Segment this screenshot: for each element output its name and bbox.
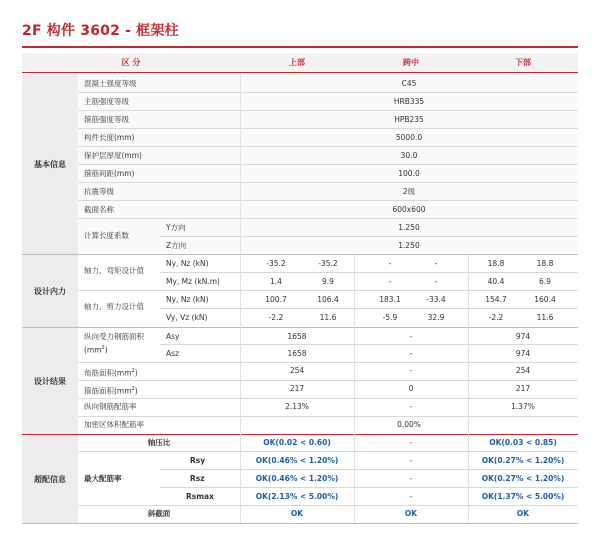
internal-force-label: 设计内力 [22, 255, 78, 327]
table-cell: 40.4 [487, 277, 505, 286]
y-direction-label: Y方向 [166, 223, 186, 232]
concrete-label: 混凝土强度等级 [84, 79, 137, 88]
table-cell: - [409, 366, 413, 375]
table-cell: - [388, 259, 392, 268]
stirrup-area-label: 箍筋面积(mm [84, 386, 132, 396]
check-divider [22, 434, 578, 435]
table-cell: 11.6 [536, 313, 554, 322]
header-top: 上部 [289, 58, 305, 67]
header-divider [22, 72, 578, 73]
table-cell: 9.9 [322, 277, 334, 286]
status-badge: OK(0.02 < 0.60) [263, 438, 331, 447]
table-cell: 254 [515, 366, 531, 375]
length-value: 5000.0 [395, 133, 423, 142]
table-cell: -35.2 [266, 259, 286, 268]
table-cell: - [409, 402, 413, 411]
table-cell: -5.9 [382, 313, 398, 322]
dense-label: 加密区体积配筋率 [84, 420, 144, 429]
table-cell: 1658 [287, 349, 307, 358]
table-cell: 106.4 [317, 295, 339, 304]
cover-label: 保护层厚度(mm) [84, 151, 142, 160]
asy-label: Asy [166, 332, 180, 341]
corner-label: 角筋面积(mm [84, 368, 132, 378]
status-badge: OK(0.27% < 1.20%) [481, 474, 565, 483]
status-badge: OK [404, 509, 418, 518]
asz-label: Asz [166, 349, 179, 358]
design-result-label: 设计结果 [22, 328, 78, 434]
stirrup-label: 箍筋强度等级 [84, 115, 129, 124]
table-cell: - [409, 456, 413, 465]
axial-ratio-label: 轴压比 [147, 438, 171, 447]
table-cell: -35.2 [318, 259, 338, 268]
table-cell: 1658 [287, 332, 307, 341]
max-ratio-label: 最大配筋率 [84, 474, 122, 483]
z-direction-value: 1.250 [398, 241, 420, 250]
stirrup-value: HPB235 [394, 115, 424, 124]
table-cell: 217 [289, 384, 305, 393]
long-bar-unit: (mm [84, 345, 102, 355]
rsz-label: Rsz [190, 474, 205, 483]
rsy-label: Rsy [190, 456, 206, 465]
header-mid: 跨中 [403, 58, 419, 67]
main-bar-value: HRB335 [393, 97, 425, 106]
axial-bend-label: 轴力、弯矩设计值 [84, 266, 144, 275]
table-cell: - [409, 492, 413, 501]
table-cell: 18.8 [487, 259, 505, 268]
table-cell: - [409, 438, 413, 447]
table-cell: 160.4 [534, 295, 556, 304]
table-cell: -33.4 [426, 295, 446, 304]
table-cell: 1.4 [270, 277, 282, 286]
seismic-value: 2级 [402, 187, 416, 196]
table-cell: - [409, 332, 413, 341]
table-cell: 217 [515, 384, 531, 393]
table-cell: 18.8 [536, 259, 554, 268]
status-badge: OK(0.46% < 1.20%) [255, 474, 339, 483]
check-info-label: 超配信息 [22, 435, 78, 523]
z-direction-label: Z方向 [166, 241, 187, 250]
table-cell: 154.7 [485, 295, 507, 304]
table-cell: -2.2 [268, 313, 284, 322]
long-bar-label: 纵向受力钢筋面积 [84, 332, 144, 341]
status-badge: OK [516, 509, 530, 518]
table-cell: - [388, 277, 392, 286]
table-cell: 974 [515, 332, 531, 341]
spacing-value: 100.0 [398, 169, 420, 178]
header-category: 区 分 [121, 58, 141, 67]
axial-shear-label: 轴力、剪力设计值 [84, 302, 144, 311]
status-badge: OK(1.37% < 5.00%) [481, 492, 565, 501]
table-cell: 0 [408, 384, 414, 393]
table-cell: 100.7 [265, 295, 287, 304]
spacing-label: 箍筋间距(mm) [84, 169, 135, 178]
status-badge: OK(0.46% < 1.20%) [255, 456, 339, 465]
table-cell: 2.13% [285, 402, 309, 411]
section-value: 600x600 [392, 205, 426, 214]
section-label: 截面名称 [84, 205, 114, 214]
page-title: 2F 构件 3602 - 框架柱 [22, 23, 179, 39]
status-badge: OK [290, 509, 304, 518]
status-badge: OK(2.13% < 5.00%) [255, 492, 339, 501]
y-direction-value: 1.250 [398, 223, 420, 232]
oblique-label: 斜截面 [147, 509, 171, 518]
header-bottom: 下部 [515, 58, 531, 67]
status-badge: OK(0.27% < 1.20%) [481, 456, 565, 465]
vy-vz-label: Vy, Vz (kN) [166, 313, 208, 322]
table-cell: - [409, 474, 413, 483]
title-underline [22, 46, 578, 48]
table-cell: 32.9 [427, 313, 445, 322]
table-cell: 974 [515, 349, 531, 358]
main-bar-label: 主筋强度等级 [84, 97, 129, 106]
table-cell: 11.6 [319, 313, 337, 322]
table-cell: -2.2 [488, 313, 504, 322]
ny-nz-label: Ny, Nz (kN) [166, 259, 209, 268]
seismic-label: 抗震等级 [84, 187, 114, 196]
basic-info-label: 基本信息 [22, 74, 78, 254]
status-badge: OK(0.03 < 0.85) [489, 438, 557, 447]
my-mz-label: My, Mz (kN.m) [166, 277, 220, 286]
ratio-label: 纵向钢筋配筋率 [84, 402, 137, 411]
length-label: 构件长度(mm) [84, 133, 135, 142]
ny-nz-2-label: Ny, Nz (kN) [166, 295, 209, 304]
table-cell: - [434, 259, 438, 268]
table-cell: 1.37% [511, 402, 535, 411]
cover-value: 30.0 [400, 151, 418, 160]
concrete-value: C45 [401, 79, 417, 88]
dense-value: 0.00% [397, 420, 421, 429]
calc-length-label: 计算长度系数 [84, 231, 129, 240]
table-cell: 6.9 [539, 277, 551, 286]
rsmax-label: Rsmax [186, 492, 214, 501]
table-cell: - [434, 277, 438, 286]
table-cell: - [409, 349, 413, 358]
table-cell: 254 [289, 366, 305, 375]
table-cell: 183.1 [379, 295, 401, 304]
